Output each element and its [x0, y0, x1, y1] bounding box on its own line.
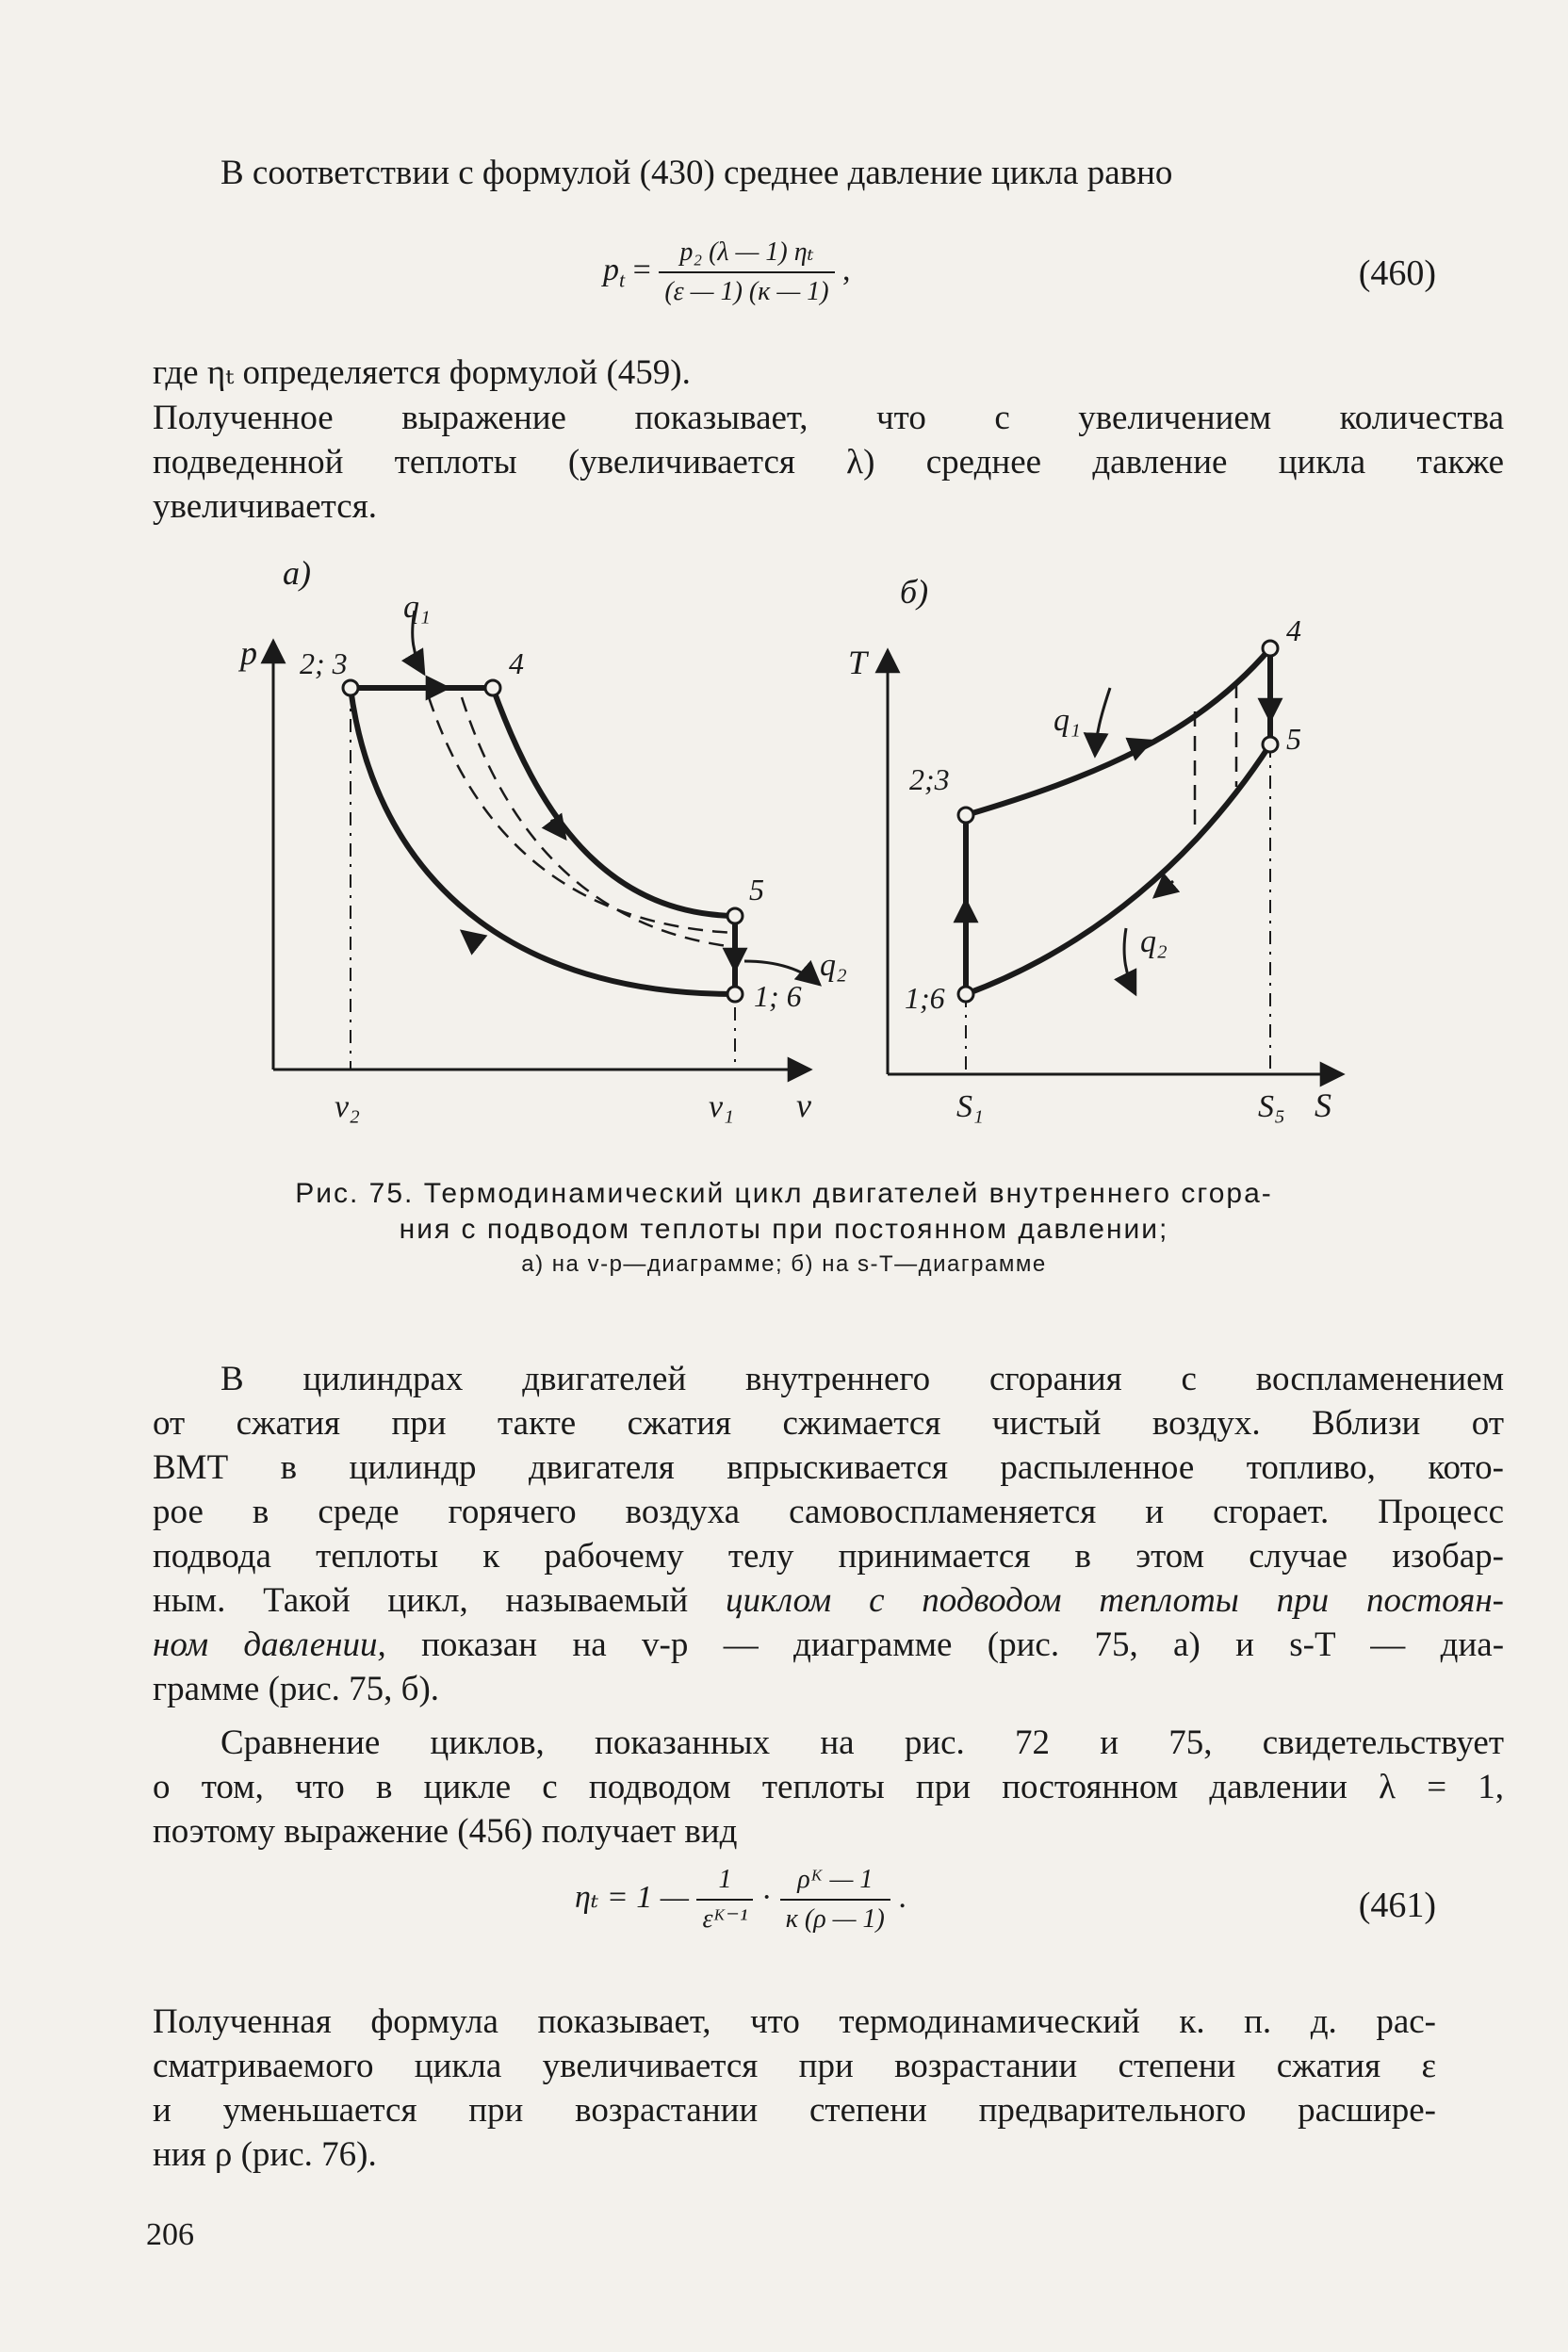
- caption-line-1: Рис. 75. Термодинамический цикл двигателей внутреннего сгора-: [295, 1178, 1273, 1209]
- page-number: 206: [146, 2217, 194, 2252]
- paragraph-4: Полученная формула показывает, что термодинамический к. п. д. рас- сматриваемого цикла увеличивается при возрастании степени сжатия ε и уменьшается при возрастании степени предварительного расшире- ния ρ (рис. 76).: [153, 2002, 1436, 2174]
- compression-1-2: [351, 688, 735, 994]
- heat-out-arrow-b: [1124, 928, 1135, 994]
- point-1-6-a: [727, 987, 743, 1002]
- label-4-b: 4: [1286, 613, 1301, 647]
- pv-diagram: [237, 554, 847, 1124]
- heat-addition-2-4: [966, 648, 1270, 815]
- q1-label-b: q₁: [1054, 703, 1081, 738]
- label-1-6-b: 1;6: [905, 981, 945, 1015]
- equation-461-fraction-2: $\frac{\text{ρᴷ — 1}}{к (\rho — 1)}$: [780, 1861, 890, 1938]
- v-axis-label: v: [796, 1086, 811, 1124]
- point-4-a: [485, 680, 500, 695]
- equation-460: $p_t$ = $\frac{\text{p₂ (λ — 1) ηₜ}}{(\varepsilon — 1) (к — 1)}$ ,: [603, 234, 851, 311]
- label-2-3-b: 2;3: [909, 762, 950, 796]
- panel-a-label: а): [283, 554, 311, 592]
- point-5-b: [1263, 737, 1278, 752]
- heat-in-arrow-b: [1095, 688, 1110, 756]
- equation-460-number: (460): [1358, 253, 1436, 293]
- paragraph-1: Полученное выражение показывает, что с увеличением количества подведенной теплоты (увеличивается λ) среднее давление цикла также увеличивается.: [153, 399, 1504, 526]
- q2-label-b: q₂: [1140, 924, 1168, 959]
- label-1-6-a: 1; 6: [754, 979, 802, 1013]
- point-5-a: [727, 908, 743, 923]
- intro-text: В соответствии с формулой (430) среднее давление цикла равно: [220, 154, 1173, 192]
- label-5-b: 5: [1286, 722, 1301, 756]
- equation-461-fraction-1: $\frac{1}{\text{εᴷ⁻¹}}$: [696, 1861, 753, 1938]
- paragraph-3: Сравнение циклов, показанных на рис. 72 и 75, свидетельствует о том, что в цикле с подводом теплоты при постоянном давлении λ = 1, поэтому выражение (456) получает вид: [153, 1723, 1504, 1851]
- s-axis-label: S: [1315, 1086, 1331, 1124]
- tick-s5: S₅: [1258, 1089, 1285, 1124]
- label-4-a: 4: [509, 646, 524, 680]
- caption-line-3: а) на v-p—диаграмме; б) на s-T—диаграмме: [521, 1251, 1047, 1277]
- point-4-b: [1263, 641, 1278, 656]
- figure-75: [0, 547, 1568, 1131]
- paragraph-2: В цилиндрах двигателей внутреннего сгорания с воспламенением от сжатия при такте сжатия сжимается чистый воздух. Вблизи от ВМТ в цилиндр двигателя впрыскивается распыленное топливо, кото- рое в среде горячего воздуха самовоспламеняется и сгорает. Процесс подвода теплоты к рабочему телу принимается в этом случае изобар- ным. Такой цикл, называемый циклом с подводом теплоты при постоян- ном давлении, показан на v-p — диаграмме (рис. 75, а) и s-T — диа- грамме (рис. 75, б).: [153, 1360, 1505, 1708]
- st-diagram: [848, 573, 1343, 1124]
- q1-label-a: q₁: [403, 590, 431, 625]
- point-2-3-a: [343, 680, 358, 695]
- equation-460-fraction: $\frac{\text{p₂ (λ — 1) ηₜ}}{(\varepsilon — 1) (к — 1)}$: [659, 234, 834, 311]
- p-axis-label: p: [240, 634, 257, 672]
- compression-arrow: [462, 931, 476, 942]
- para2-line7: ном давлении, показан на v-p — диаграмме (рис. 75, а) и s-T — диа-: [153, 1625, 1505, 1664]
- point-2-3-b: [958, 808, 973, 823]
- label-2-3-a: 2; 3: [300, 646, 348, 680]
- where-text: где ηₜ определяется формулой (459).: [153, 353, 691, 392]
- caption-line-2: ния с подводом теплоты при постоянном давлении;: [399, 1214, 1169, 1245]
- tick-v1: v₁: [709, 1089, 734, 1124]
- tick-s1: S₁: [956, 1089, 984, 1124]
- panel-b-label: б): [900, 573, 929, 611]
- label-5-a: 5: [749, 873, 764, 906]
- heat-rejection-arrow: [1154, 881, 1173, 897]
- t-axis-label: T: [848, 644, 868, 681]
- para2-line6: ным. Такой цикл, называемый циклом с подводом теплоты при постоян-: [153, 1581, 1504, 1620]
- equation-461-number: (461): [1358, 1886, 1436, 1925]
- q2-label-a: q₂: [820, 948, 847, 983]
- expansion-4-5: [493, 688, 735, 916]
- heat-rejection-5-1-b: [966, 744, 1270, 994]
- tick-v2: v₂: [335, 1089, 360, 1124]
- equation-461: ηₜ = 1 — $\frac{1}{\text{εᴷ⁻¹}}$ · $\frac{\text{ρᴷ — 1}}{к (\rho — 1)}$ .: [575, 1861, 906, 1938]
- point-1-6-b: [958, 987, 973, 1002]
